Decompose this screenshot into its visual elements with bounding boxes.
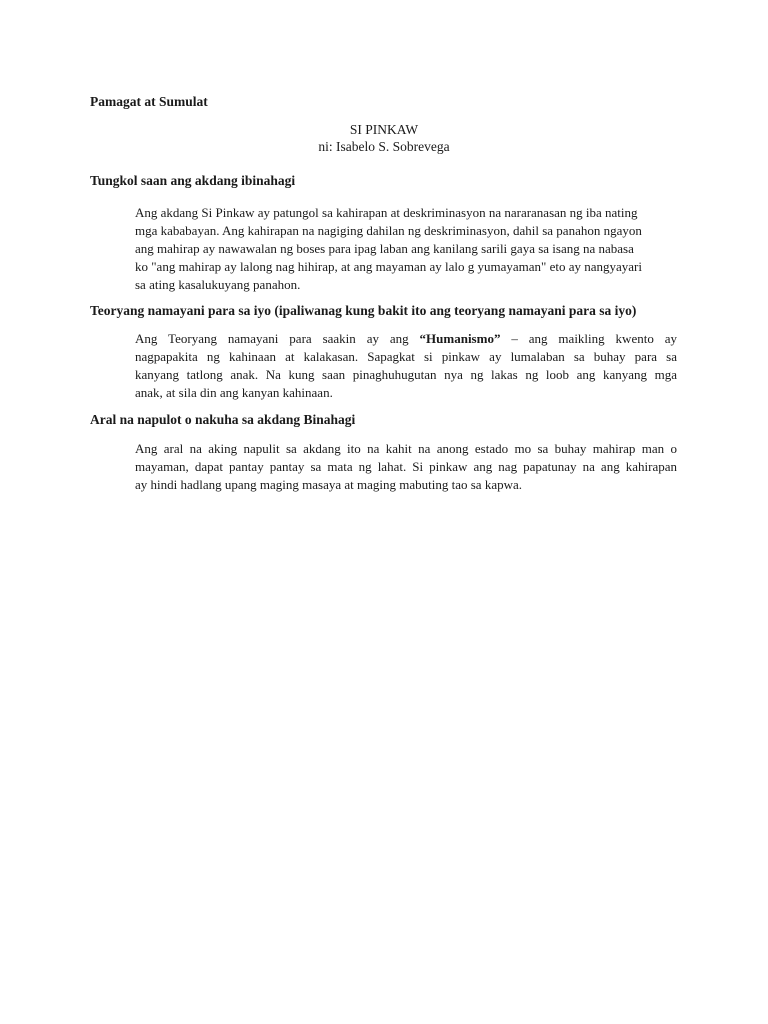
theory-paragraph [135,330,677,402]
summary-line: mga kababayan. Ang kahirapan na nagiging dahilan ng deskriminasyon, dahil sa panahon ngayon [135,223,642,238]
lesson-paragraph [135,440,677,494]
lesson-line: Ang aral na aking napulit sa akdang ito na kahit na anong estado mo sa buhay mahirap man o [135,441,677,456]
summary-line: Ang akdang Si Pinkaw ay patungol sa kahirapan at deskriminasyon na nararanasan ng iba nating [135,205,638,220]
section-heading-theory: Teoryang namayani para sa iyo (ipaliwanag kung bakit ito ang teoryang namayani para sa iyo) [90,303,637,318]
summary-line: ang mahirap ay nawawalan ng boses para ipag laban ang kanilang sarili gaya sa isang na nabasa [135,241,634,256]
story-title: SI PINKAW [349,122,419,137]
theory-line [135,330,677,348]
summary-paragraph [135,204,677,294]
section-heading-summary: Tungkol saan ang akdang ibinahagi [90,173,296,188]
section-heading-title-author: Pamagat at Sumulat [90,94,208,109]
theory-line: nagpapakita ng kahinaan at kalakasan. Sapagkat si pinkaw ay lumalaban sa buhay para sa [135,349,677,364]
lesson-line: ay hindi hadlang upang maging masaya at maging mabuting tao sa kapwa. [135,477,523,492]
story-author: ni: Isabelo S. Sobrevega [318,139,450,154]
summary-line: ko "ang mahirap ay lalong nag hihirap, at ang mayaman ay lalo g yumayaman" eto ay nangyayari [135,259,642,274]
theory-text-before: Ang Teoryang namayani para saakin ay ang [135,331,420,346]
theory-line: kanyang tatlong anak. Na kung saan pinaghuhugutan nya ng lakas ng loob ang kanyang mga [135,367,677,382]
summary-line: sa ating kasalukuyang panahon. [135,277,301,292]
lesson-line: mayaman, dapat pantay pantay sa mata ng lahat. Si pinkaw ang nag papatunay na ang kahirapan [135,459,677,474]
theory-text-after: – ang maikling kwento ay [500,331,677,346]
theory-line: anak, at sila din ang kanyan kahinaan. [135,385,333,400]
section-heading-lesson: Aral na napulot o nakuha sa akdang Binahagi [90,412,356,427]
theory-name-emphasis: “Humanismo” [419,331,501,346]
